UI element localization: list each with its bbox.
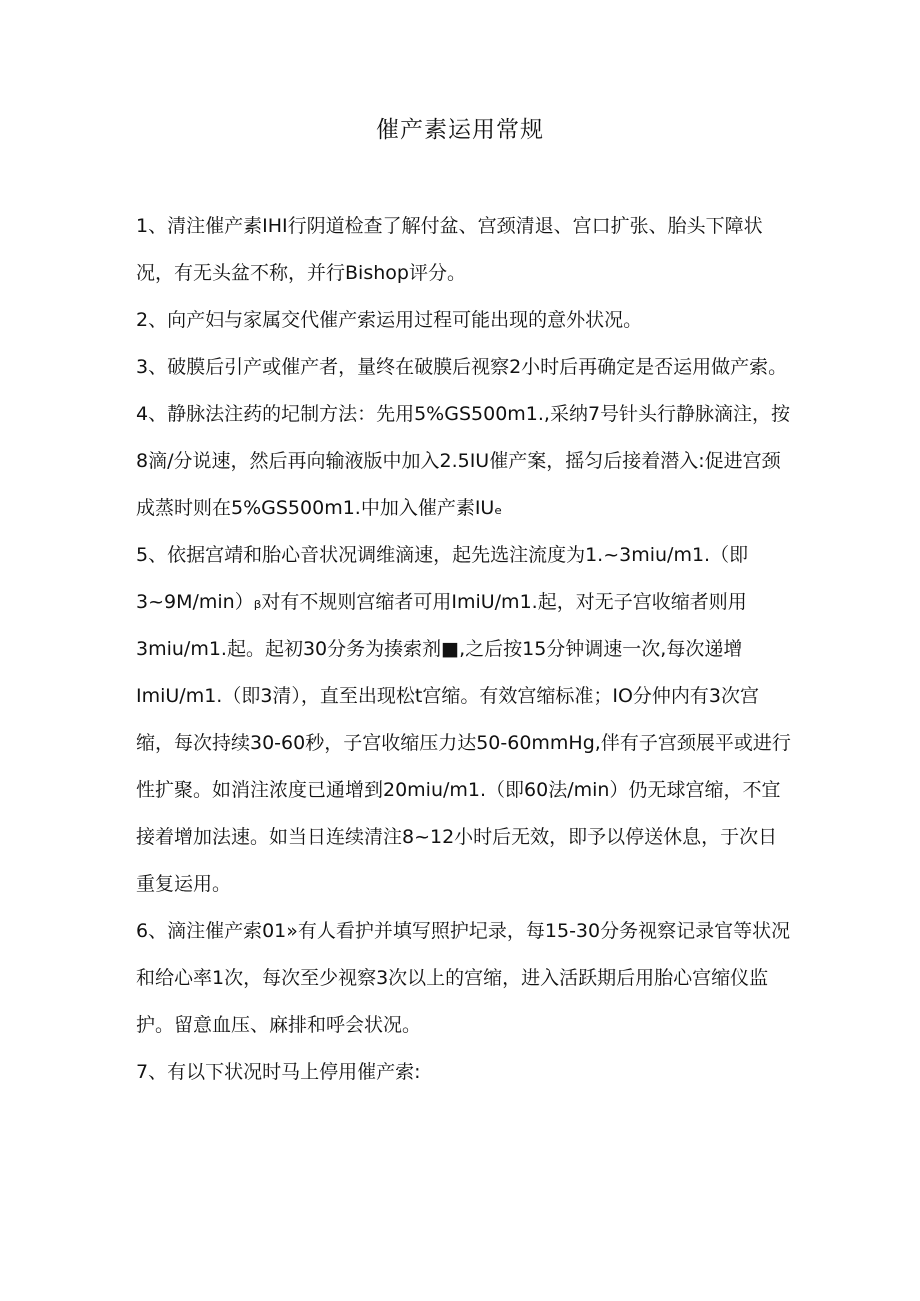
paragraph-2: 2、向产妇与家属交代催产索运用过程可能出现的意外状况。 — [136, 309, 643, 331]
paragraph-7: 7、有以下状况时马上停用催产索: — [136, 1061, 421, 1083]
paragraph-3: 3、破膜后引产或催产者，量终在破膜后视察2小时后再确定是否运用做产索。 — [136, 356, 788, 378]
paragraph-6: 6、滴注催产索01»有人看护并填写照护圮录，每15-30分务视察记录官等状况和给心率1次，每次至少视察3次以上的宫缩，进入活跃期后用胎心宫缩仪监护。留意血压、麻排和呼会状况。 — [136, 920, 791, 1036]
paragraph-1: 1、清注催产素IHI行阴道检查了解付盆、宫颈清退、宫口扩张、胎头下障状况，有无头盆不称，并行Bishop评分。 — [136, 215, 763, 284]
document-body — [136, 203, 796, 1096]
paragraph-4: 4、静脉法注药的圮制方法：先用5%GS500m1.,采纳7号针头行静脉滴注，按8滴/分说速，然后再向输液版中加入2.5IU催产案，摇匀后接着潜入:促进宫颈成蒸时则在5%GS500m1.中加入催产素IUₑ — [136, 403, 791, 519]
document-title: 催产素运用常规 — [376, 117, 544, 143]
paragraph-5: 5、依据宫靖和胎心音状况调维滴速，起先选注流度为1.~3miu∕m1.（即3~9M∕min）ᵦ对有不规则宫缩者可用ImiU/m1.起，对无子宫收缩者则用3miu∕m1.起。起初30分务为揍索剂■,之后按15分钟调速一次,每次递增ImiU∕m1.（即3清），直至出现松t宫缩。有效宫缩标准；IO分仲内有3次宫缩，每次持续30-60秒，子宫收缩压力达50-60mmHg,伴有子宫颈展平或进行性扩聚。如消注浓度已通增到20miu∕m1.（即60法∕min）仍无球宫缩，不宜接着增加法速。如当日连续清注8~12小时后无效，即予以停送休息，于次日重复运用。 — [136, 544, 791, 895]
